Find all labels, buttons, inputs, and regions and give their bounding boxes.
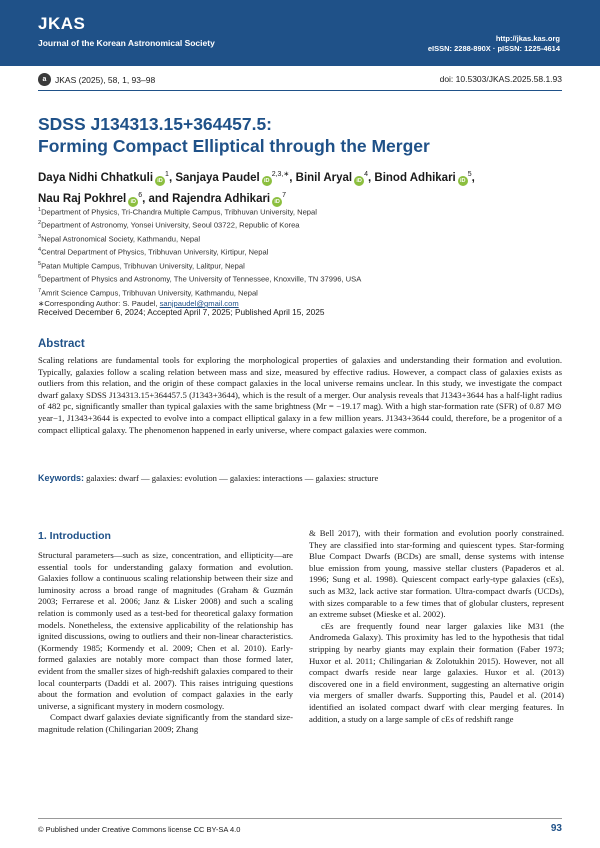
corresponding-prefix: ∗Corresponding Author: S. Paudel, [38,299,160,309]
journal-issn: eISSN: 2288-890X · pISSN: 1225-4614 [427,44,560,53]
affiliation-sup: 3 [38,233,42,240]
doi-text[interactable]: doi: 10.5303/JKAS.2025.58.1.93 [439,74,562,84]
citation-row [38,73,562,87]
orcid-icon[interactable]: iD [155,176,165,186]
affiliation-list [38,205,568,310]
author-affiliation-sup: 1 [165,171,169,178]
journal-full-name: Journal of the Korean Astronomical Society [38,38,215,48]
affiliation-text: Patan Multiple Campus, Tribhuvan University, Lalitpur, Nepal [41,261,245,271]
keywords [38,473,562,483]
orcid-icon[interactable]: iD [128,197,138,207]
author-affiliation-sup: 2,3,∗ [271,171,290,178]
author-affiliation-sup: 6 [138,191,143,199]
intro-paragraph-1: Structural parameters—such as size, concentration, and ellipticity—are essential tools for understanding galaxy formation and evolution. Galaxies follow a continuous scaling relationship between their size and luminosity across a broad range of magnitudes (Graham & Guzmán 2003; Ferrarese et al. 2006; Janz & Lisker 2008) and such a scaling relation is commonly used as a test-bed for theoretical galaxy formation models. Nonetheless, the extensive applicability of the relationship has ignited discussions, owing to outliers and their non-linear characteristics.(Kormendy 1985; Kormendy et al. 2009; Chen et al. 2010). Early-formed galaxies are notably more compact than those formed later, evident from the smaller sizes of high-redshift galaxies compared to their local counterparts (Daddi et al. 2007). This raises intriguing questions about the formation and evolution of compact galaxies in the early universe, a significant mystery in modern cosmology. [38,550,293,711]
intro-paragraph-2: Compact dwarf galaxies deviate significantly from the standard size-magnitude relation (Chilingarian 2009; Zhang [38,712,293,734]
page-number: 93 [550,823,562,834]
affiliation-item [38,205,568,218]
author-item [149,193,287,205]
affiliation-sup: 7 [38,287,42,294]
author-name: and Rajendra Adhikari [148,192,271,205]
affiliation-text: Nepal Astronomical Society, Kathmandu, Nepal [41,234,201,244]
intro-paragraph-4: cEs are frequently found near larger galaxies like M31 (the Andromeda Galaxy). This proximity has led to the hypothesis that tidal stripping by nearby giants may explain their formation (Faber 1973; Huxor et al. 2011; Chilingarian & Zolotukhin 2015). However, not all compact dwarfs reside near large galaxies. Huxor et al. (2013) discovered one in a field environment, suggesting an alternative origin via mergers of smaller dwarfs. Supporting this, Paudel et al. (2014) identified an isolated compact dwarf with clear merging features. In addition, a study on a large sample of cEs of redshift range [309,620,564,724]
journal-short-name: JKAS [38,14,86,33]
affiliation-sup: 6 [38,274,42,281]
title-line-1: SDSS J134313.15+364457.5: [38,114,273,134]
author-name: Daya Nidhi Chhatkuli [38,171,154,184]
received-dates: Received December 6, 2024; Accepted April 7, 2025; Published April 15, 2025 [38,307,325,317]
author-item: Nau Raj Pokhrel $iD^6$, [38,191,149,205]
affiliation-sup: 2 [38,220,42,227]
author-name: Nau Raj Pokhrel [38,192,127,205]
affiliation-item [38,232,568,245]
author-item: Daya Nidhi Chhatkuli $iD^1$, [38,171,176,184]
intro-heading: 1. Introduction [38,530,111,542]
orcid-icon[interactable]: iD [262,176,272,186]
open-access-icon: a [38,73,51,86]
abstract-text: Scaling relations are fundamental tools for exploring the morphological properties of galaxies and understanding their formation and evolution. Typically, galaxies follow a scaling relation between mass and size, measured by effective radius. However, a compact class of galaxies exists as outliers from this relation, and the origin of these compact galaxies in the local universe remains unclear. In this study, we investigate the compact dwarf galaxy SDSS J134313.15+364457.5 (J1343+3644), which is the result of a merger. Our analysis reveals that J1343+3644 has a half-light radius of 482 pc, significantly smaller than typical galaxies with the same brightness (Mr = −19.17 mag). With a high star-formation rate (SFR) of 0.87 M⊙ year−1, J1343+3644 is expected to evolve into a compact elliptical galaxy in a few million years. J1343+3644 could, therefore, be a progenitor of a compact elliptical galaxy. The phenomenon happened in early universe, where compact galaxies were common. [38,355,562,435]
author-item: Sanjaya Paudel $iD^{2,3,∗}$, [175,171,296,184]
author-item: Binil Aryal $iD^4$, [295,171,375,184]
affiliation-text: Department of Physics and Astronomy, The University of Tennessee, Knoxville, TN 37996, USA [41,274,362,284]
author-affiliation-sup: 4 [364,171,368,178]
affiliation-item [38,259,568,272]
affiliation-sup: 1 [38,207,42,213]
footer-divider [38,818,562,819]
journal-info [428,34,560,54]
license-text: © Published under Creative Commons license CC BY-SA 4.0 [38,825,241,834]
affiliation-item [38,245,568,258]
intro-paragraph-3: & Bell 2017), with their formation and evolution poorly constrained. They are classified into star-forming and quiescent types. Star-forming Blue Compact Dwarfs (BCDs) are small, dense systems with intense blue emission from young, massive stellar clusters (Papaderos et al. 1996; Sung et al. 1998). Quiescent compact early-type galaxies (cEs), such as M32, lack active star formation. Ultra-compact dwarfs (UCDs), with sizes comparable to a few times that of globular clusters, represent an extreme subset (Mieske et al. 2002). [309,528,564,620]
author-affiliation-sup: 7 [282,191,287,199]
left-column [38,530,293,736]
affiliation-text: Amrit Science Campus, Tribhuvan University, Kathmandu, Nepal [41,288,258,298]
affiliation-sup: 4 [38,247,42,254]
right-column [309,528,564,725]
journal-header [0,0,600,66]
author-name: Binil Aryal [295,171,353,184]
author-name: Sanjaya Paudel [175,171,260,184]
journal-url[interactable]: http://jkas.kas.org [495,34,560,43]
citation-text: JKAS (2025), 58, 1, 93–98 [55,74,156,85]
affiliation-text: Department of Astronomy, Yonsei University, Seoul 03722, Republic of Korea [41,220,300,230]
affiliation-item [38,272,568,285]
orcid-icon[interactable]: iD [354,176,364,186]
abstract-heading: Abstract [38,338,85,350]
header-divider [38,90,562,91]
orcid-icon[interactable]: iD [272,197,282,207]
author-item: Binod Adhikari $iD^5$, [374,171,475,184]
affiliation-text: Central Department of Physics, Tribhuvan University, Kirtipur, Nepal [41,247,269,257]
paper-title [38,113,568,157]
keywords-text: galaxies: dwarf — galaxies: evolution — galaxies: interactions — galaxies: structure [86,473,379,483]
affiliation-item [38,218,568,231]
affiliation-text: Department of Physics, Tri-Chandra Multiple Campus, Tribhuvan University, Nepal [41,207,317,217]
citation-left [38,73,155,86]
corresponding-email[interactable]: sanjpaudel@gmail.com [159,299,239,309]
author-name: Binod Adhikari [374,171,456,184]
title-line-2: Forming Compact Elliptical through the Merger [38,136,430,156]
keywords-label: Keywords: [38,473,85,483]
author-list [38,166,568,208]
affiliation-item [38,286,568,299]
author-affiliation-sup: 5 [467,171,472,178]
affiliation-sup: 5 [38,260,42,267]
orcid-icon[interactable]: iD [458,176,468,186]
